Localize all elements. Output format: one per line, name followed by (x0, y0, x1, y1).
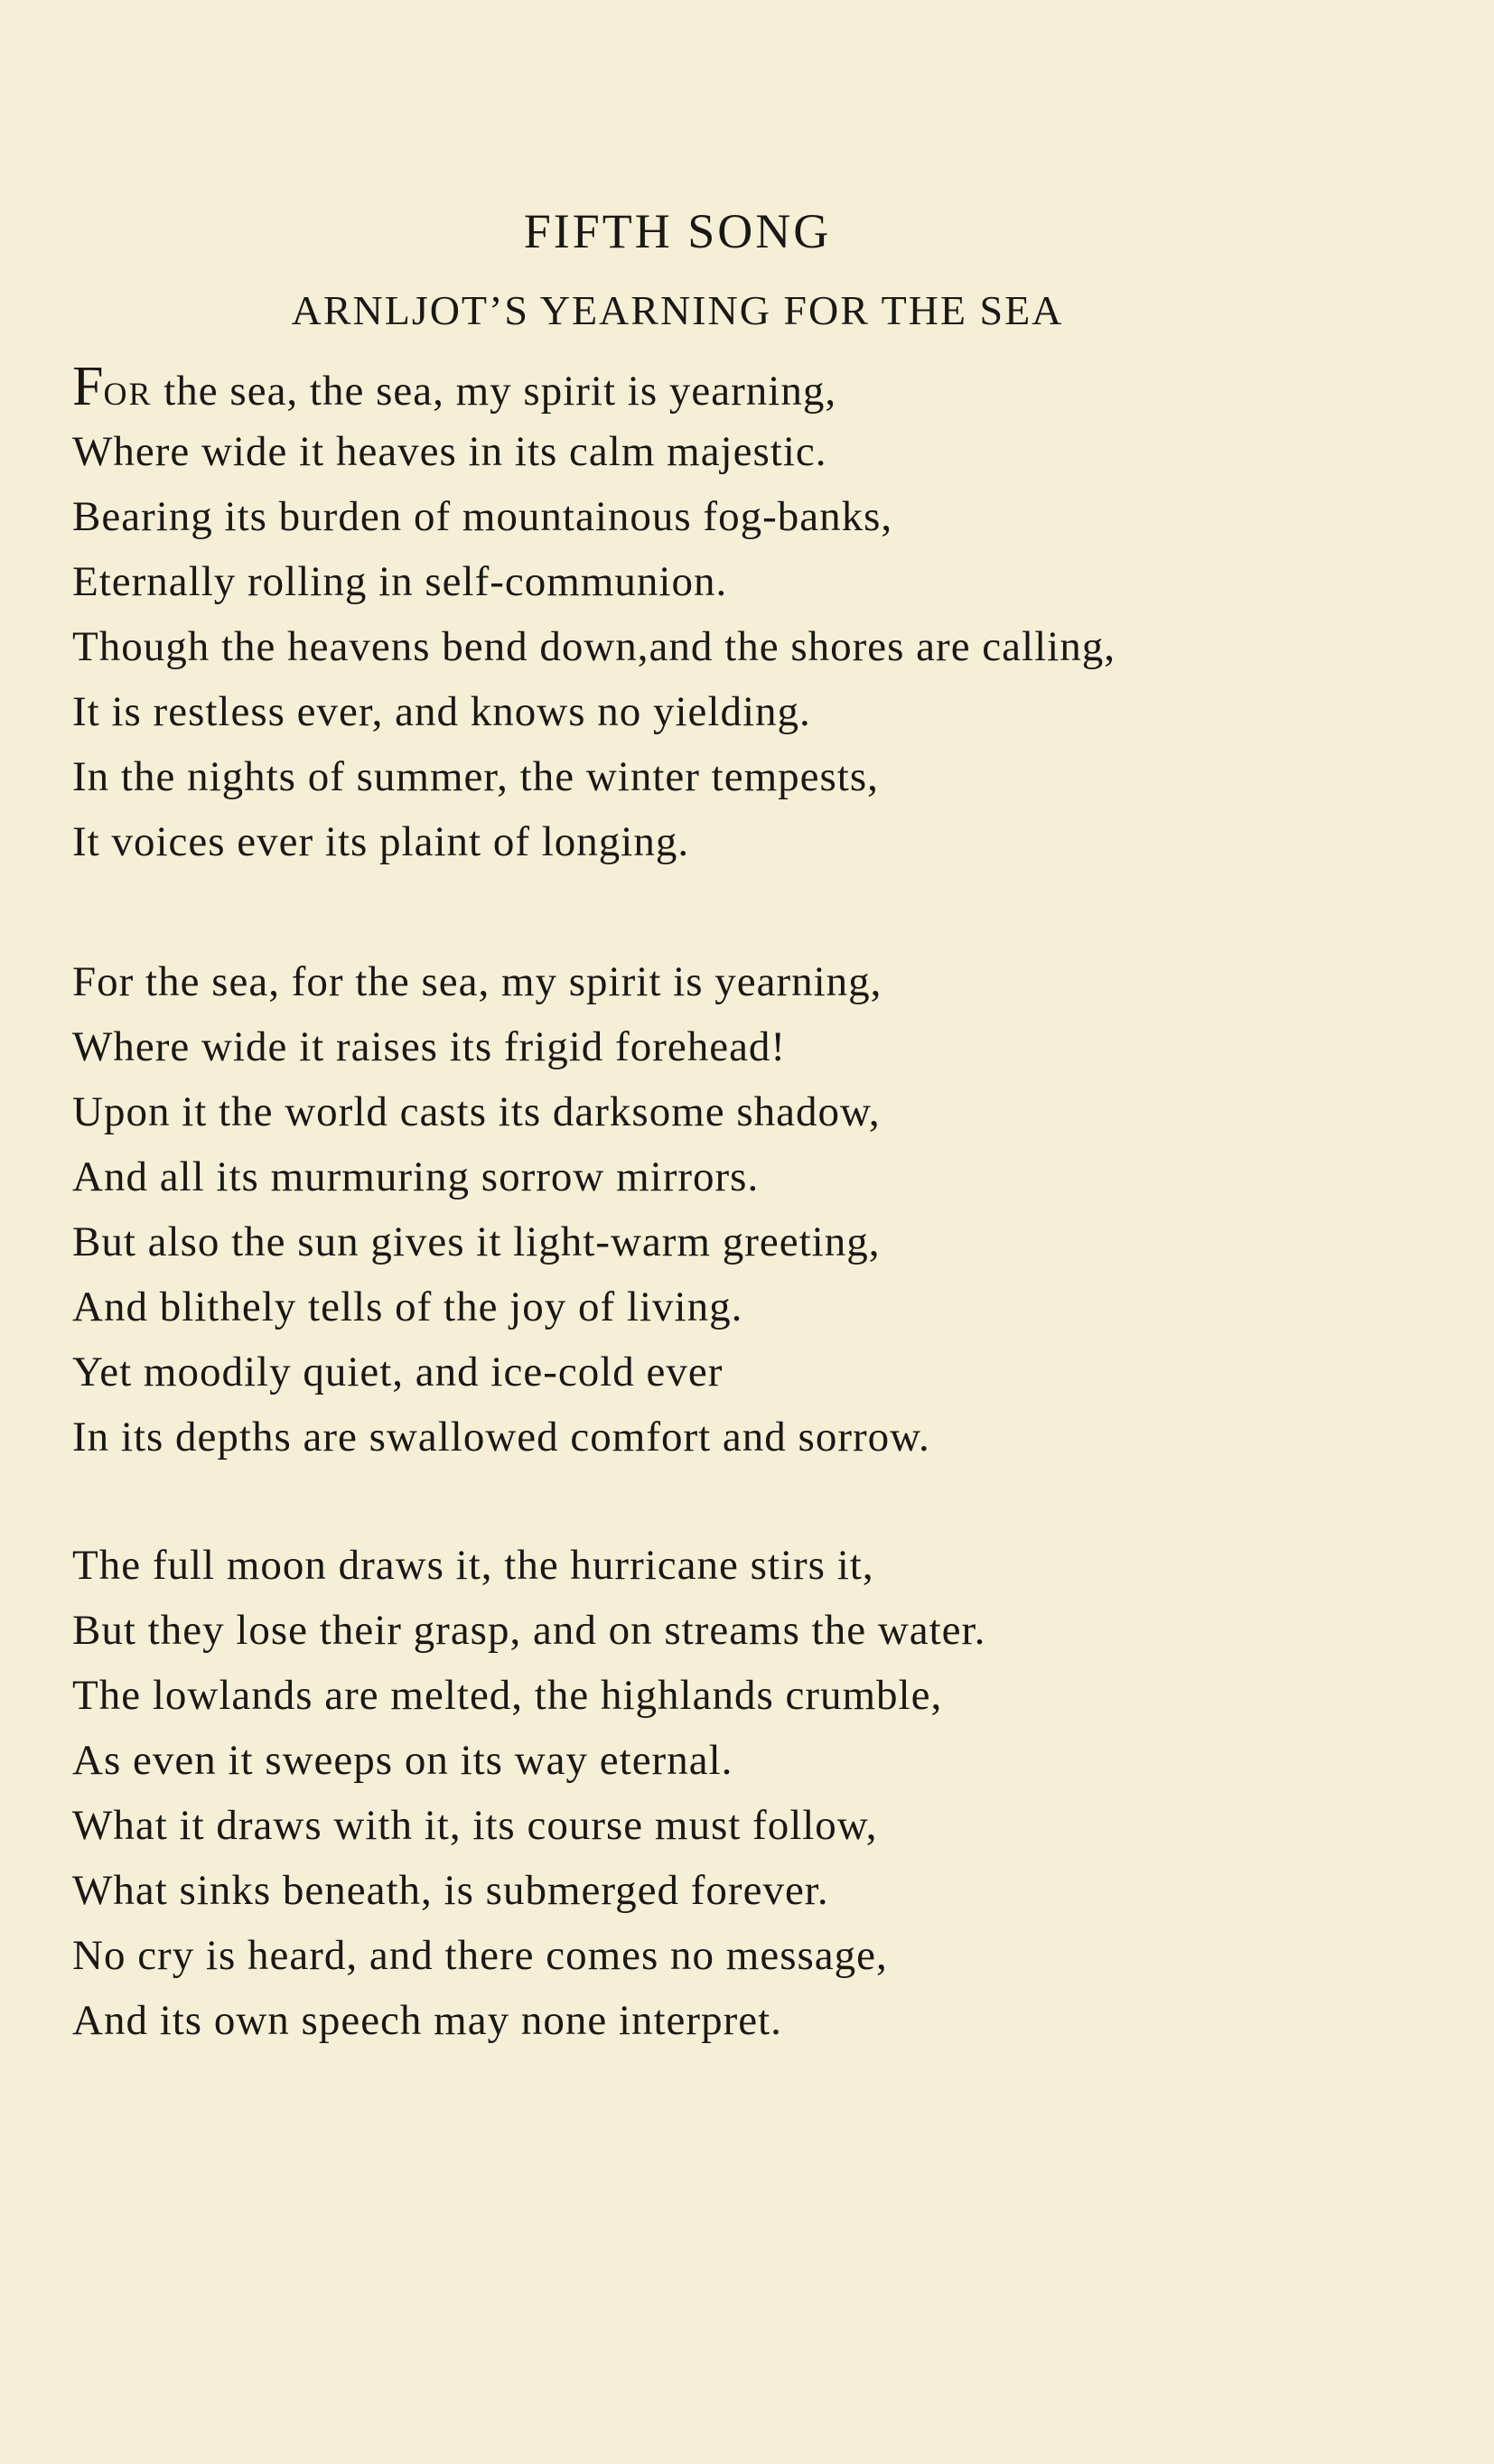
poem-title: ARNLJOT’S YEARNING FOR THE SEA (291, 287, 1064, 333)
poem-line: The lowlands are melted, the highlands crumble, (72, 1672, 943, 1719)
poem-line: Where wide it heaves in its calm majestic. (72, 428, 827, 475)
stanza-2 (72, 949, 1427, 1470)
poem-line: What sinks beneath, is submerged forever. (72, 1867, 829, 1914)
poem-line: Upon it the world casts its darksome shadow, (72, 1088, 881, 1135)
poem-line: Where wide it raises its frigid forehead! (72, 1023, 787, 1070)
poem-line: Eternally rolling in self-communion. (72, 558, 728, 605)
poem-line: For the sea, for the sea, my spirit is yearning, (72, 958, 882, 1005)
poem-line: In the nights of summer, the winter tempests, (72, 753, 879, 800)
poem-line: And all its murmuring sorrow mirrors. (72, 1153, 760, 1200)
poem-line: Though the heavens bend down,and the shores are calling, (72, 623, 1116, 670)
first-line-text: the sea, the sea, my spirit is yearning, (152, 368, 837, 415)
poem-line: And blithely tells of the joy of living. (72, 1283, 743, 1330)
poem-line: As even it sweeps on its way eternal. (72, 1737, 733, 1784)
poem-line (72, 354, 1427, 419)
poem-line: What it draws with it, its course must follow, (72, 1802, 878, 1849)
drop-cap: F (72, 356, 104, 417)
poem-line: In its depths are swallowed comfort and sorrow. (72, 1414, 930, 1461)
poem-line: And its own speech may none interpret. (72, 1997, 782, 2044)
poem-line: Yet moodily quiet, and ice-cold ever (72, 1349, 724, 1395)
poem-line: But they lose their grasp, and on streams the water. (72, 1607, 986, 1654)
song-title: FIFTH SONG (523, 204, 832, 258)
poem-line: The full moon draws it, the hurricane stirs it, (72, 1542, 874, 1589)
poem-line: No cry is heard, and there comes no message, (72, 1932, 888, 1979)
small-caps-word: OR (103, 376, 153, 412)
poem-line: It is restless ever, and knows no yielding. (72, 688, 811, 735)
poem-line: Bearing its burden of mountainous fog-banks, (72, 493, 893, 540)
poem-line: But also the sun gives it light-warm greeting, (72, 1218, 881, 1265)
stanza-1 (72, 354, 1427, 874)
stanza-3 (72, 1533, 1427, 2053)
poem-line: It voices ever its plaint of longing. (72, 818, 690, 865)
